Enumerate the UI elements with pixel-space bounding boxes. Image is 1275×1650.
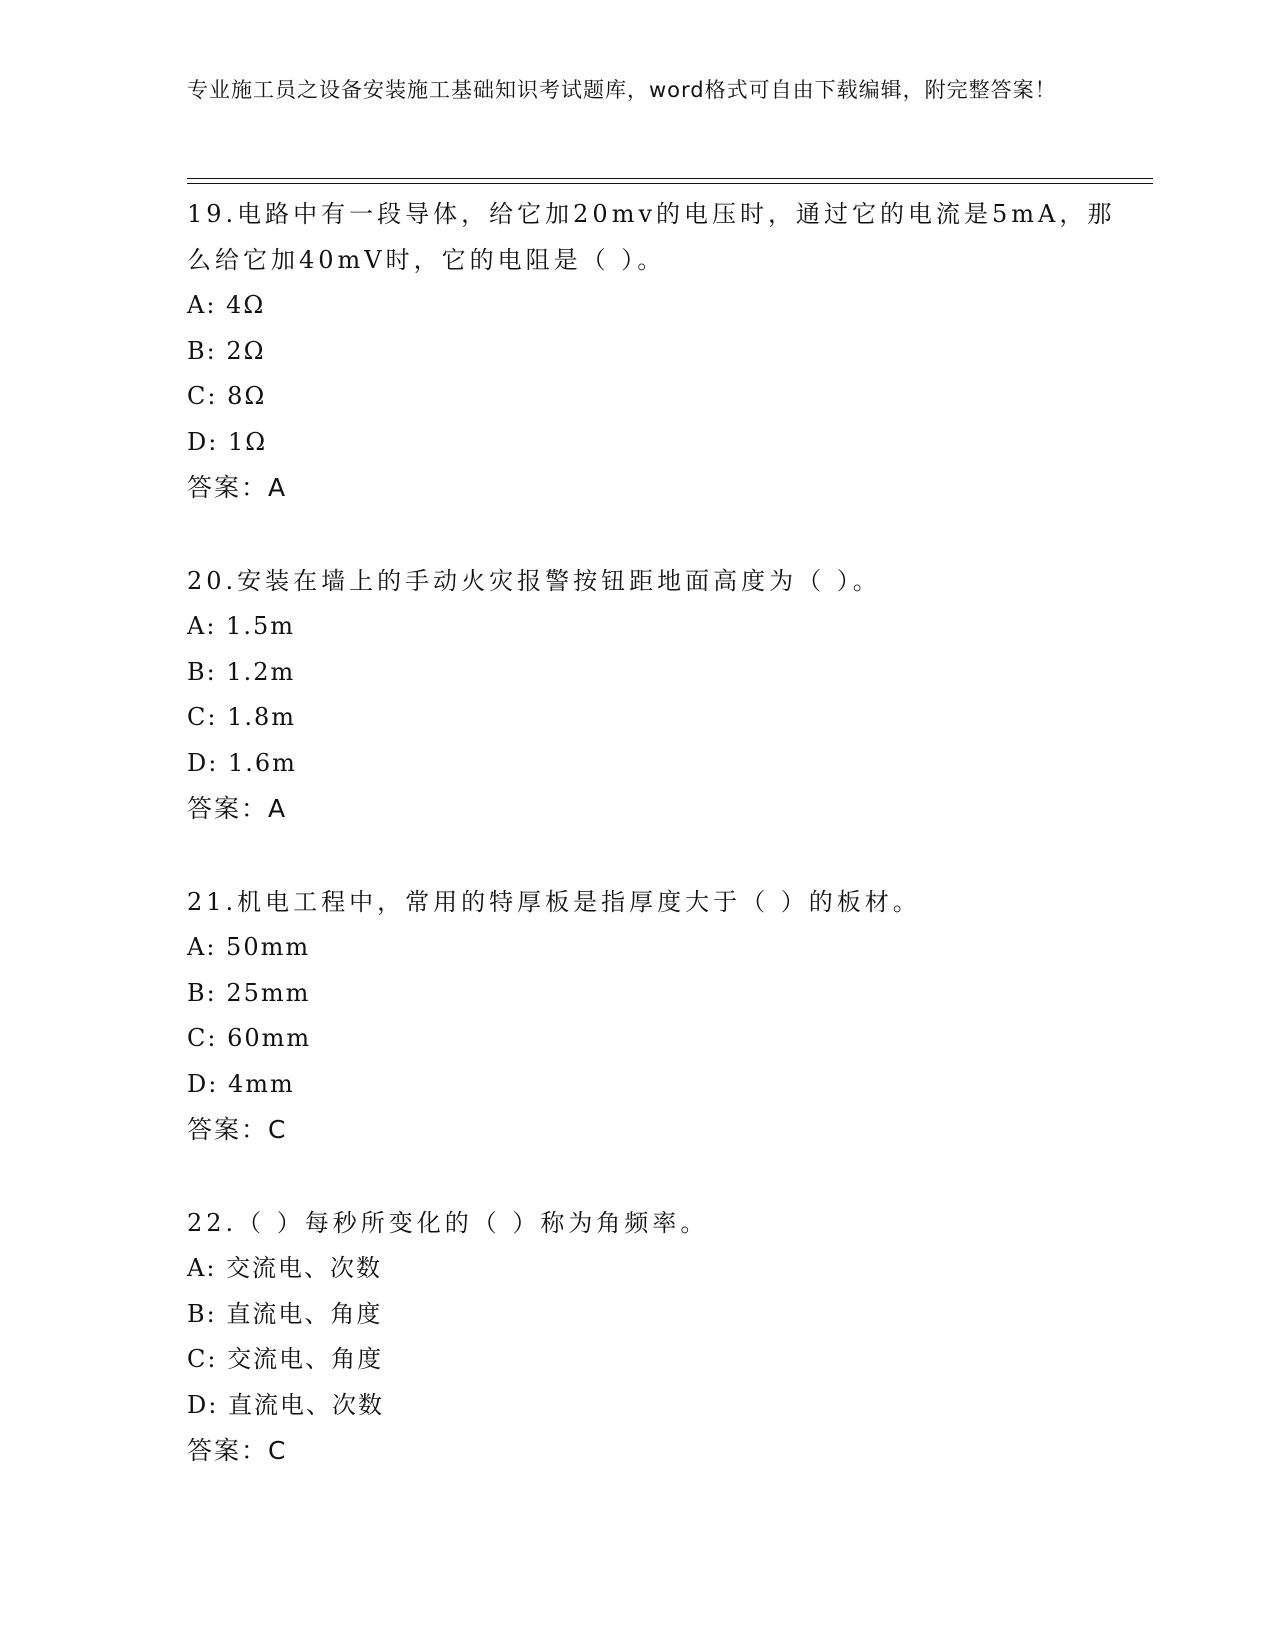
option-c: C: 60mm xyxy=(187,1024,312,1052)
question-stem: 21.机电工程中，常用的特厚板是指厚度大于（ ）的板材。 xyxy=(187,887,921,916)
option-d: D: 1.6m xyxy=(187,748,297,777)
header-divider-bottom xyxy=(187,183,1153,184)
option-b: B: 25mm xyxy=(187,978,311,1007)
question-21 xyxy=(187,880,1127,1153)
option-b: B: 1.2m xyxy=(187,657,296,686)
option-d: D: 4mm xyxy=(187,1069,295,1098)
option-d: D: 1Ω xyxy=(187,427,268,456)
option-d: D: 直流电、次数 xyxy=(187,1390,384,1419)
header-divider-top xyxy=(187,178,1153,179)
question-19 xyxy=(187,192,1127,511)
option-a: A: 1.5m xyxy=(187,612,295,640)
question-stem: 22.（ ）每秒所变化的（ ）称为角频率。 xyxy=(187,1208,709,1237)
option-a: A: 4Ω xyxy=(187,291,266,319)
question-list xyxy=(187,192,1127,1522)
answer-line: 答案：A xyxy=(187,794,288,823)
option-b: B: 2Ω xyxy=(187,336,266,365)
answer-line: 答案：C xyxy=(187,1436,288,1465)
document-header: 专业施工员之设备安装施工基础知识考试题库，word格式可自由下载编辑，附完整答案！ xyxy=(187,78,1057,102)
answer-line: 答案：C xyxy=(187,1115,288,1144)
question-20 xyxy=(187,559,1127,832)
option-c: C: 8Ω xyxy=(187,382,267,410)
option-a: A: 50mm xyxy=(187,933,311,961)
question-stem: 19.电路中有一段导体，给它加20mv的电压时，通过它的电流是5mA，那么给它加40mV时，它的电阻是（ ）。 xyxy=(187,200,1116,274)
option-c: C: 1.8m xyxy=(187,703,297,731)
option-b: B: 直流电、角度 xyxy=(187,1299,383,1328)
question-stem: 20.安装在墙上的手动火灾报警按钮距地面高度为（ ）。 xyxy=(187,566,881,595)
option-a: A: 交流电、次数 xyxy=(187,1254,383,1282)
option-c: C: 交流电、角度 xyxy=(187,1345,384,1373)
answer-line: 答案：A xyxy=(187,473,288,502)
question-22 xyxy=(187,1201,1127,1474)
